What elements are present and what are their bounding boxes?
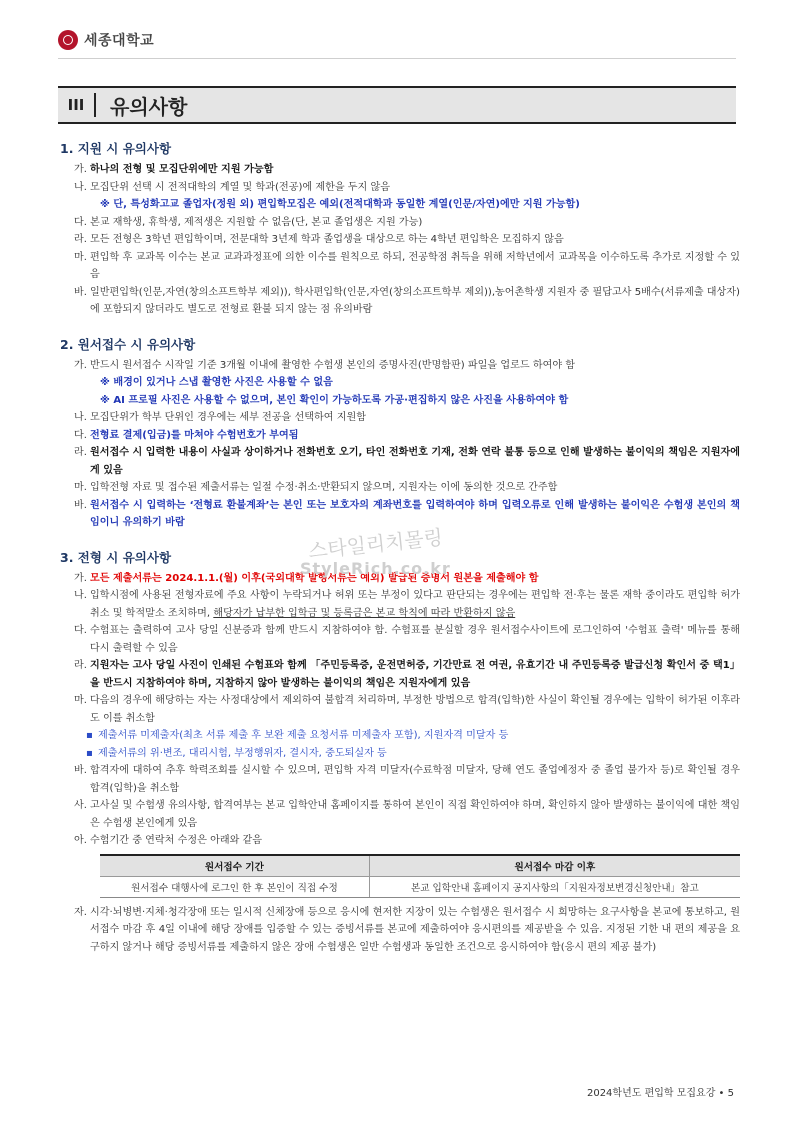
list-item: 바. 원서접수 시 입력하는 ‘전형료 환불계좌’는 본인 또는 보호자의 계좌번호를 입력하여야 하며 입력오류로 인해 발생하는 불이익은 수험생 본인의 책임이니 유의하기 바람 (74, 499, 740, 528)
header-divider (58, 58, 736, 59)
list-item: 마. 다음의 경우에 해당하는 자는 사정대상에서 제외하여 불합격 처리하며, 부정한 방법으로 합격(입학)한 사실이 확인될 경우에는 입학이 허가된 이후라도 이를 취소함 (74, 695, 740, 724)
bullet-item: ▪ 제출서류 미제출자(최초 서류 제출 후 보완 제출 요청서류 미제출자 포함), 지원자격 미달자 등 (86, 730, 509, 741)
table-header: 원서접수 기간 (100, 855, 369, 877)
table-cell: 본교 입학안내 홈페이지 공지사항의「지원자정보변경신청안내」참고 (369, 876, 740, 897)
table-cell: 원서접수 대행사에 로그인 한 후 본인이 직접 수정 (100, 876, 369, 897)
list-item: 가. 반드시 원서접수 시작일 기준 3개월 이내에 촬영한 수험생 본인의 증명사진(반명함판) 파일을 업로드 하여야 함 (74, 359, 576, 371)
list-item: 다. 수험표는 출력하여 고사 당일 신분증과 함께 반드시 지참하여야 함. 수험표를 분실할 경우 원서접수사이트에 로그인하여 '수험표 출력' 메뉴를 통해 다시 출력할 수 있음 (74, 625, 740, 654)
section-divider (94, 93, 96, 117)
page-footer: 2024학년도 편입학 모집요강 • 5 (586, 1088, 734, 1099)
list-item: 마. 입학전형 자료 및 접수된 제출서류는 일절 수정·취소·반환되지 않으며, 지원자는 이에 동의한 것으로 간주함 (74, 482, 558, 493)
list-item: 자. 시각·뇌병변·지체·청각장애 또는 일시적 신체장애 등으로 응시에 현저한 지장이 있는 수험생은 원서접수 시 희망하는 요구사항을 본교에 통보하고, 원서접수 마감 후 4일 이내에 해당 장애를 입증할 수 있는 증빙서류를 본교에 제출하여야 응시편의를 제공받을 수 있음. 지정된 기한 내 편의 제공을 요구하지 않거나 해당 증빙서류를 제출하지 않은 장애 수험생은 일반 수험생과 동일한 조건으로 응시하여야 함(응시 편의 제공 불가) (74, 906, 740, 953)
list-item: 다. 전형료 결제(입금)를 마쳐야 수험번호가 부여됨 (74, 429, 299, 441)
list-item: 마. 편입학 후 교과목 이수는 본교 교과과정표에 의한 이수를 원칙으로 하되, 전공학점 취득을 위해 저학년에서 교과목을 이수하도록 추가로 지정할 수 있음 (74, 251, 740, 280)
table-header: 원서접수 마감 이후 (369, 855, 740, 877)
list-item: 라. 지원자는 고사 당일 사진이 인쇄된 수험표와 함께 「주민등록증, 운전면허증, 기간만료 전 여권, 유효기간 내 주민등록증 발급신청 확인서 중 택1」을 반드시 지참하여야 하며, 지참하지 않아 발생하는 불이익의 책임은 지원자에게 있음 (74, 660, 740, 689)
list-item: 바. 일반편입학(인문,자연(창의소프트학부 제외)), 학사편입학(인문,자연(창의소프트학부 제외)),농어촌학생 지원자 중 필답고사 5배수(서류제출 대상자)에 포함되지 않더라도 별도로 전형료 환불 되지 않는 점 유의바람 (74, 286, 740, 315)
list-item: 가. 하나의 전형 및 모집단위에만 지원 가능함 (74, 164, 274, 175)
list-item: 아. 수험기간 중 연락처 수정은 아래와 같음 (74, 835, 263, 846)
section-heading (58, 86, 736, 124)
list-item: 나. 모집단위 선택 시 전적대학의 계열 및 학과(전공)에 제한을 두지 않음 (74, 181, 391, 193)
watermark: 스타일리치몰링 StyleRich.co.kr (300, 524, 451, 578)
university-name: 세종대학교 (84, 33, 155, 49)
list-item: 바. 합격자에 대하여 추후 학력조회를 실시할 수 있으며, 편입학 자격 미달자(수료학점 미달자, 당해 연도 졸업예정자 중 졸업 불가자 등)로 확인될 경우 합격(입학)을 취소함 (74, 765, 740, 794)
list-note: ※ AI 프로필 사진은 사용할 수 없으며, 본인 확인이 가능하도록 가공·편집하지 않은 사진을 사용하여야 함 (100, 394, 569, 406)
section-title: 유의사항 (110, 94, 188, 119)
subsection-title-2: 2. 원서접수 시 유의사항 (60, 336, 196, 352)
notice-content (60, 140, 740, 956)
contact-change-table (100, 854, 740, 898)
page-header (58, 28, 154, 52)
list-item: 라. 모든 전형은 3학년 편입학이며, 전문대학 3년제 학과 졸업생을 대상으로 하는 4학년 편입학은 모집하지 않음 (74, 234, 564, 245)
table-row (100, 876, 740, 897)
list-item: 나. 모집단위가 학부 단위인 경우에는 세부 전공을 선택하여 지원함 (74, 412, 366, 423)
subsection-title-1: 1. 지원 시 유의사항 (60, 141, 172, 156)
bullet-item: ▪ 제출서류의 위·변조, 대리시험, 부정행위자, 결시자, 중도퇴실자 등 (86, 747, 387, 759)
list-item: 사. 고사실 및 수험생 유의사항, 합격여부는 본교 입학안내 홈페이지를 통하여 본인이 직접 확인하여야 하며, 확인하지 않아 발생하는 불이익에 대한 책임은 수험생 본인에게 있음 (74, 800, 740, 829)
list-item: 다. 본교 재학생, 휴학생, 제적생은 지원할 수 없음(단, 본교 졸업생은 지원 가능) (74, 216, 423, 228)
section-number: III (67, 96, 85, 114)
subsection-title-3: 3. 전형 시 유의사항 (60, 549, 172, 565)
list-note: ※ 단, 특성화고교 졸업자(정원 외) 편입학모집은 예외(전적대학과 동일한 계열(인문/자연)에만 지원 가능함) (100, 199, 580, 210)
list-item: 나. 입학시점에 사용된 전형자료에 주요 사항이 누락되거나 허위 또는 부정이 있다고 판단되는 경우에는 편입학 전·후는 물론 재학 중이라도 편입학 허가취소 및 학적말소 조치하며, 해당자가 납부한 입학금 및 등록금은 본교 학칙에 따라 반환하지 않음 (74, 590, 740, 619)
list-item: 가. 모든 제출서류는 2024.1.1.(월) 이후(국외대학 발행서류는 예외) 발급된 증명서 원본을 제출해야 함 (74, 572, 539, 584)
list-note: ※ 배경이 있거나 스냅 촬영한 사진은 사용할 수 없음 (100, 377, 333, 388)
list-item: 라. 원서접수 시 입력한 내용이 사실과 상이하거나 전화번호 오기, 타인 전화번호 기재, 전화 연락 불통 등으로 인해 발생하는 불이익의 책임은 지원자에게 있음 (74, 447, 740, 476)
university-logo-icon (58, 30, 78, 50)
